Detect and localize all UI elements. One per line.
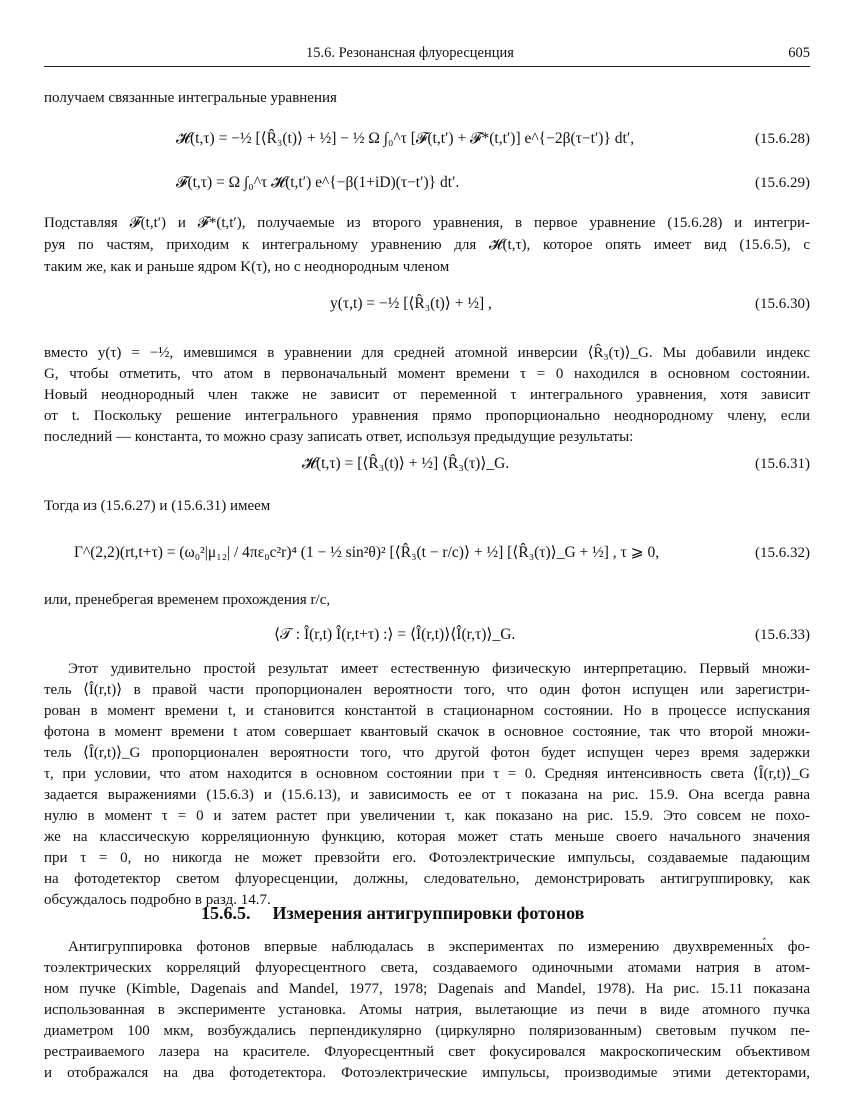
text-line: и отображался на два фотодетектора. Фотоэлектрические импульсы, производимые этими детекторами, bbox=[44, 1065, 810, 1081]
equation-number: (15.6.33) bbox=[755, 627, 810, 643]
text-line: же на классическую корреляционную функцию, которая может стать меньше своего начального значения bbox=[44, 829, 810, 845]
text-line: таким же, как и раньше ядром K(τ), но с неоднородным членом bbox=[44, 259, 450, 275]
text-line: использованная в эксперименте установка. Атомы натрия, вылетающие из печи в виде атомного пучка bbox=[44, 1002, 810, 1018]
text-line: последний — константа, то можно сразу записать ответ, используя предыдущие результаты: bbox=[44, 429, 634, 445]
text-line: диаметром 100 мкм, возбуждались перпендикулярно (циркулярно поляризованным) световым пучком пе- bbox=[44, 1023, 810, 1039]
equation-number: (15.6.29) bbox=[755, 175, 810, 191]
text-line: от t. Поскольку решение интегрального уравнения прямо пропорционально неоднородному члену, если bbox=[44, 408, 810, 424]
equation-number: (15.6.32) bbox=[755, 545, 810, 561]
equation-number: (15.6.30) bbox=[755, 296, 810, 312]
text-line: Тогда из (15.6.27) и (15.6.31) имеем bbox=[44, 498, 271, 514]
running-header bbox=[44, 44, 810, 67]
text-line: вместо y(τ) = −½, имевшимся в уравнении для средней атомной инверсии ⟨R̂₃(τ)⟩_G. Мы добавили индекс bbox=[44, 345, 810, 361]
text-line: при τ = 0, но никогда не может превзойти его. Фотоэлектрические импульсы, создаваемые падающим bbox=[44, 850, 810, 866]
equation-15-6-33: ⟨𝒯 : Î(r,t) Î(r,t+τ) :⟩ = ⟨Î(r,t)⟩⟨Î(r,τ)⟩_G. bbox=[274, 626, 516, 643]
text-line: получаем связанные интегральные уравнения bbox=[44, 90, 337, 106]
text-line: нулю в момент τ = 0 и затем растет при увеличении τ, как показано на рис. 15.9. Это совсем не похо- bbox=[44, 808, 810, 824]
equation-15-6-30: y(τ,t) = −½ [⟨R̂₃(t)⟩ + ½] , bbox=[330, 295, 492, 312]
equation-15-6-32: Γ^(2,2)(rt,t+τ) = (ω₀²|μ₁₂| / 4πε₀c²r)⁴ (1 − ½ sin²θ)² [⟨R̂₃(t − r/c)⟩ + ½] [⟨R̂₃(τ)⟩_G + ½] , τ ⩾ 0, bbox=[74, 544, 660, 561]
text-line: рестраиваемого лазера на красителе. Флуоресцентный свет фокусировался макроскопическим объективом bbox=[44, 1044, 810, 1060]
equation-number: (15.6.31) bbox=[755, 456, 810, 472]
equation-15-6-31: 𝓗(t,τ) = [⟨R̂₃(t)⟩ + ½] ⟨R̂₃(τ)⟩_G. bbox=[302, 455, 510, 472]
text-line: или, пренебрегая временем прохождения r/c, bbox=[44, 592, 331, 608]
text-line: фотона в момент времени t атом совершает квантовый скачок в основное состояние, так что второй множи- bbox=[44, 724, 810, 740]
text-line: Новый неоднородный член также не зависит от переменной τ интегрального уравнения, хотя зависит bbox=[44, 387, 810, 403]
section-number: 15.6.5. bbox=[201, 903, 251, 923]
text-line: тель ⟨Î(r,t)⟩_G пропорционален вероятности того, что другой фотон будет испущен через время задержки bbox=[44, 745, 810, 761]
equation-number: (15.6.28) bbox=[755, 131, 810, 147]
equation-15-6-28: 𝓗(t,τ) = −½ [⟨R̂₃(t)⟩ + ½] − ½ Ω ∫₀^τ [𝓕(t,t′) + 𝓕*(t,t′)] e^{−2β(τ−t′)} dt′, bbox=[176, 130, 635, 147]
text-line: Этот удивительно простой результат имеет естественную физическую интерпретацию. Первый множи- bbox=[68, 661, 810, 677]
running-section-title: 15.6. Резонансная флуоресценция bbox=[306, 45, 514, 61]
text-line: тоэлектрических корреляций флуоресцентного света, создаваемого одиночными атомами натрия в атом- bbox=[44, 960, 810, 976]
text-line: рован в момент времени t, и становится константой в стационарном состоянии. Но в процессе испускания bbox=[44, 703, 810, 719]
text-line: обсуждалось подробно в разд. 14.7. bbox=[44, 892, 271, 908]
text-line: ном пучке (Kimble, Dagenais and Mandel, 1977, 1978; Dagenais and Mandel, 1978). На рис. 15.11 показана bbox=[44, 981, 810, 997]
text-line: Антигруппировка фотонов впервые наблюдалась в экспериментах по измерению двухвременны́х фо- bbox=[68, 939, 810, 955]
text-line: задается выражениями (15.6.3) и (15.6.13), и зависимость ее от τ показана на рис. 15.9. Она всегда равна bbox=[44, 787, 810, 803]
text-line: тель ⟨Î(r,t)⟩ в правой части пропорционален вероятности того, что один фотон испущен или зарегистри- bbox=[44, 682, 810, 698]
text-line: G, чтобы отметить, что атом в первоначальный момент времени τ = 0 находился в основном состоянии. bbox=[44, 366, 810, 382]
page-number: 605 bbox=[788, 45, 810, 61]
equation-15-6-29: 𝓕(t,τ) = Ω ∫₀^τ 𝓗(t,t′) e^{−β(1+iD)(τ−t′)} dt′. bbox=[176, 174, 460, 191]
text-line: на фотодетектор светом флуоресценции, должны, следовательно, демонстрировать антигруппировку, как bbox=[44, 871, 810, 887]
text-line: Подставляя 𝓕(t,t′) и 𝓕*(t,t′), получаемые из второго уравнения, в первое уравнение (15.6.28) и интегри- bbox=[44, 215, 810, 231]
section-title: Измерения антигруппировки фотонов bbox=[272, 903, 585, 923]
text-line: τ, при условии, что атом находится в основном состоянии при τ = 0. Средняя интенсивность света ⟨Î(r,t)⟩_G bbox=[44, 766, 810, 782]
section-heading bbox=[201, 903, 584, 924]
text-line: руя по частям, приходим к интегральному уравнению для 𝓗(t,τ), которое опять имеет вид (15.6.5), с bbox=[44, 237, 810, 253]
